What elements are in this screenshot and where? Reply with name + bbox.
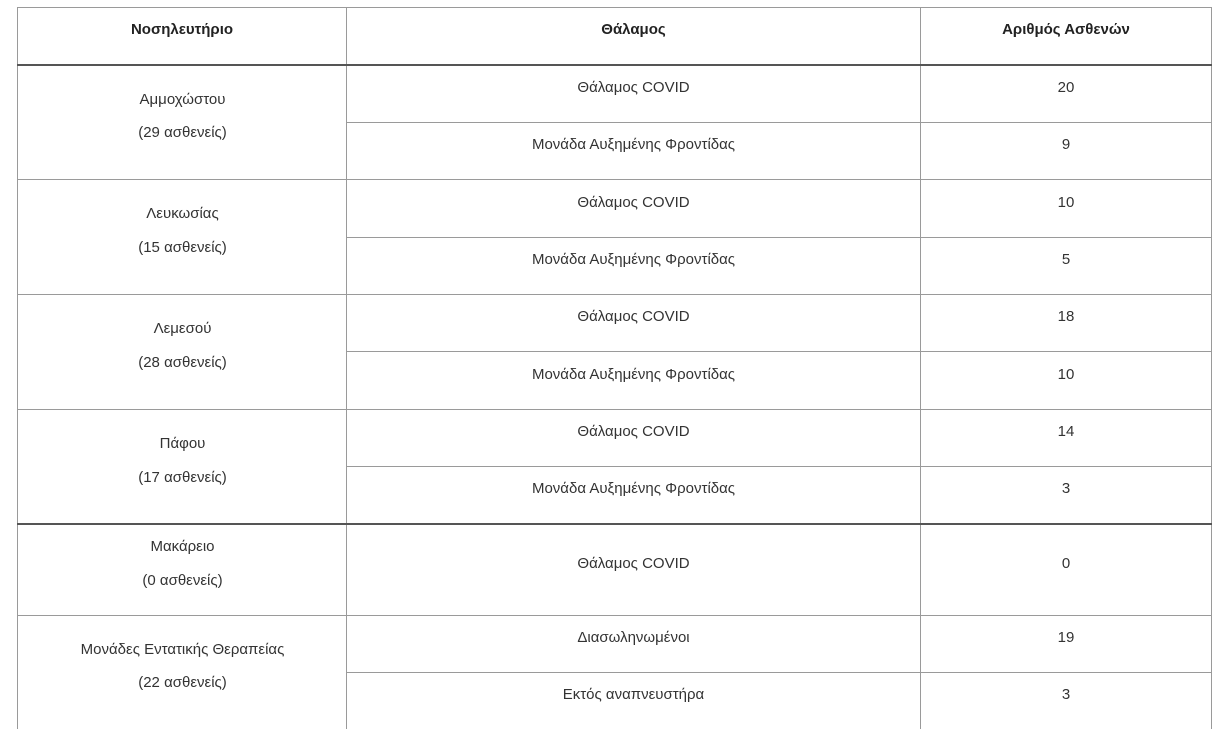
ward-cell: Θάλαμος COVID [577, 308, 690, 325]
row-divider [346, 122, 1212, 123]
table-border-top [17, 7, 1212, 8]
ward-cell: Θάλαμος COVID [577, 555, 690, 572]
hospital-total: (29 ασθενείς) [138, 124, 227, 141]
hospital-name: Πάφου [159, 435, 206, 452]
patients-cell: 18 [1057, 308, 1075, 325]
group-divider [17, 523, 1212, 525]
group-divider [17, 615, 1212, 616]
ward-cell: Διασωληνωμένοι [577, 629, 690, 646]
patients-cell: 20 [1057, 79, 1075, 96]
header-hospital: Νοσηλευτήριο [130, 21, 234, 38]
row-divider [346, 466, 1212, 467]
row-divider [346, 351, 1212, 352]
ward-cell: Μονάδα Αυξημένης Φροντίδας [531, 251, 736, 268]
ward-cell: Εκτός αναπνευστήρα [562, 686, 705, 703]
group-divider [17, 294, 1212, 295]
patients-cell: 19 [1057, 629, 1075, 646]
ward-cell: Θάλαμος COVID [577, 423, 690, 440]
patients-cell: 3 [1061, 686, 1071, 703]
ward-cell: Θάλαμος COVID [577, 79, 690, 96]
patients-cell: 10 [1057, 366, 1075, 383]
hospital-name: Μονάδες Εντατικής Θεραπείας [80, 641, 285, 658]
hospital-total: (15 ασθενείς) [138, 239, 227, 256]
patients-cell: 9 [1061, 136, 1071, 153]
row-divider [346, 672, 1212, 673]
hospital-total: (28 ασθενείς) [138, 354, 227, 371]
header-ward: Θάλαμος [601, 21, 666, 38]
table-border-right [1211, 7, 1212, 729]
header-divider [17, 64, 1212, 66]
header-patients: Αριθμός Ασθενών [1002, 21, 1130, 38]
group-divider [17, 409, 1212, 410]
ward-cell: Θάλαμος COVID [577, 194, 690, 211]
patients-cell: 5 [1061, 251, 1071, 268]
ward-cell: Μονάδα Αυξημένης Φροντίδας [531, 366, 736, 383]
patients-cell: 0 [1061, 555, 1071, 572]
patients-cell: 14 [1057, 423, 1075, 440]
hospital-total: (17 ασθενείς) [138, 469, 227, 486]
hospital-name: Αμμοχώστου [139, 91, 226, 108]
hospital-total: (0 ασθενείς) [142, 572, 223, 589]
hospital-total: (22 ασθενείς) [138, 674, 227, 691]
hospital-name: Λεμεσού [153, 320, 212, 337]
ward-cell: Μονάδα Αυξημένης Φροντίδας [531, 480, 736, 497]
patients-cell: 3 [1061, 480, 1071, 497]
hospital-name: Λευκωσίας [146, 205, 219, 222]
hospital-name: Μακάρειο [150, 538, 215, 555]
patients-cell: 10 [1057, 194, 1075, 211]
group-divider [17, 179, 1212, 180]
ward-cell: Μονάδα Αυξημένης Φροντίδας [531, 136, 736, 153]
row-divider [346, 237, 1212, 238]
